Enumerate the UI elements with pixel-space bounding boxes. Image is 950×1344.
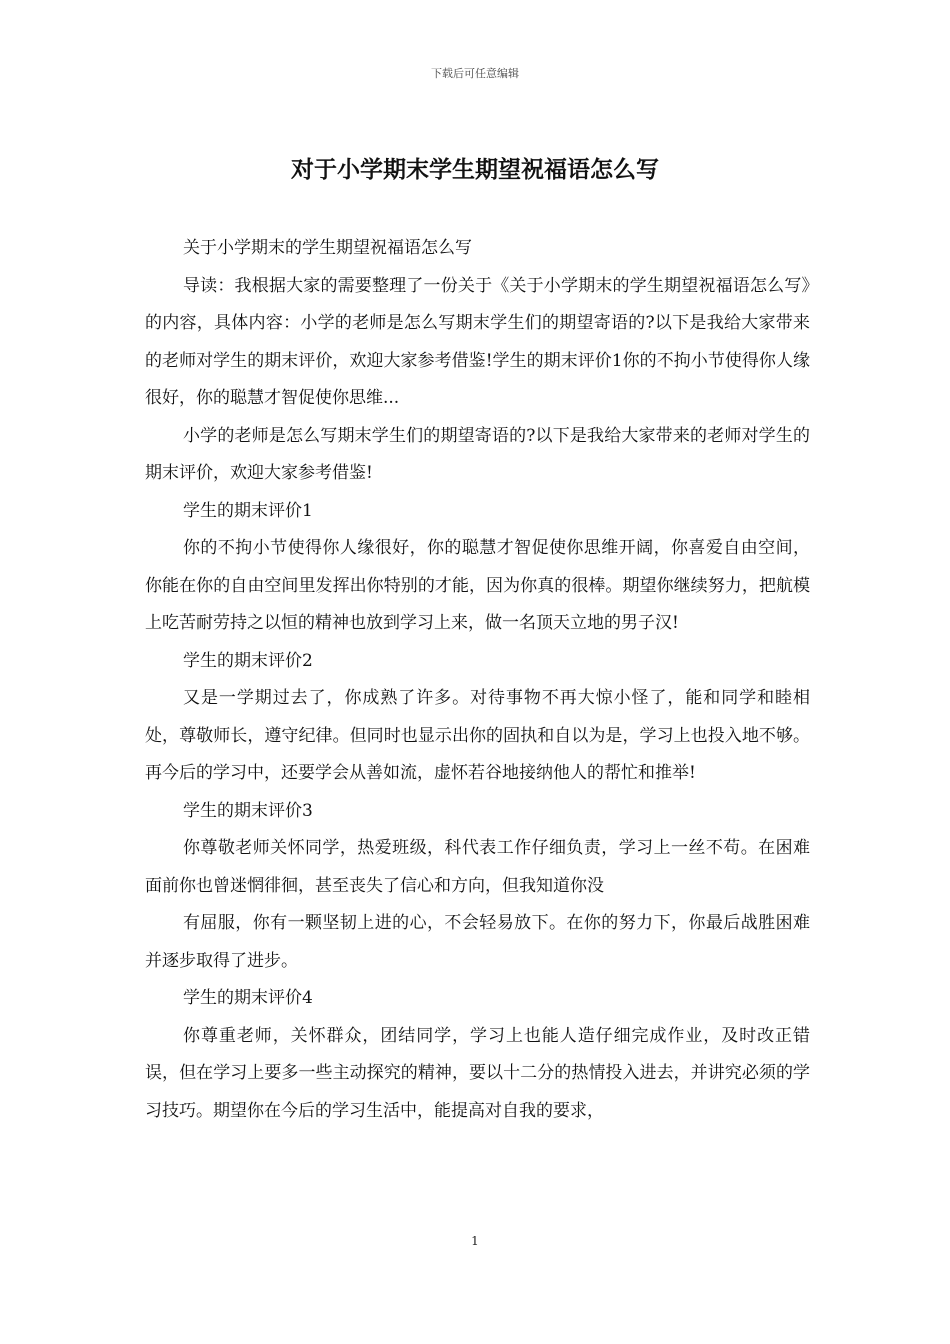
section-heading-evaluation-2: 学生的期末评价2	[183, 650, 313, 671]
paragraph-subtitle: 关于小学期末的学生期望祝福语怎么写	[183, 238, 472, 258]
document-title: 对于小学期末学生期望祝福语怎么写	[291, 156, 659, 183]
section-heading-evaluation-3: 学生的期末评价3	[183, 800, 313, 821]
section-heading-evaluation-1: 学生的期末评价1	[183, 500, 313, 521]
paragraph-evaluation-3b: 有屈服，你有一颗坚韧上进的心，不会轻易放下。在你的努力下，你最后战胜困难并逐步取得了进步。	[145, 913, 810, 971]
paragraph-evaluation-4: 你尊重老师，关怀群众，团结同学，学习上也能人造仔细完成作业，及时改正错误，但在学习上要多一些主动探究的精神，要以十二分的热情投入进去，并讲究必须的学习技巧。期望你在今后的学习生活中，能提高对自我的要求，	[145, 1025, 810, 1121]
page-header-note: 下载后可任意编辑	[431, 67, 519, 80]
paragraph-intro: 导读：我根据大家的需要整理了一份关于《关于小学期末的学生期望祝福语怎么写》的内容，具体内容：小学的老师是怎么写期末学生们的期望寄语的?以下是我给大家带来的老师对学生的期末评价，欢迎大家参考借鉴!学生的期末评价1你的不拘小节使得你人缘很好，你的聪慧才智促使你思维...	[145, 275, 810, 408]
document-body	[145, 230, 810, 1130]
paragraph-evaluation-2: 又是一学期过去了，你成熟了许多。对待事物不再大惊小怪了，能和同学和睦相处，尊敬师长，遵守纪律。但同时也显示出你的固执和自以为是，学习上也投入地不够。再今后的学习中，还要学会从善如流，虚怀若谷地接纳他人的帮忙和推举!	[145, 688, 810, 783]
page-number: 1	[471, 1234, 479, 1248]
paragraph-evaluation-1: 你的不拘小节使得你人缘很好，你的聪慧才智促使你思维开阔，你喜爱自由空间，你能在你的自由空间里发挥出你特别的才能，因为你真的很棒。期望你继续努力，把航模上吃苦耐劳持之以恒的精神也放到学习上来，做一名顶天立地的男子汉!	[145, 538, 810, 633]
section-heading-evaluation-4: 学生的期末评价4	[183, 988, 313, 1008]
paragraph-lead: 小学的老师是怎么写期末学生们的期望寄语的?以下是我给大家带来的老师对学生的期末评价，欢迎大家参考借鉴!	[145, 425, 810, 483]
paragraph-evaluation-3a: 你尊敬老师关怀同学，热爱班级，科代表工作仔细负责，学习上一丝不苟。在困难面前你也曾迷惘徘徊，甚至丧失了信心和方向，但我知道你没	[145, 838, 810, 896]
